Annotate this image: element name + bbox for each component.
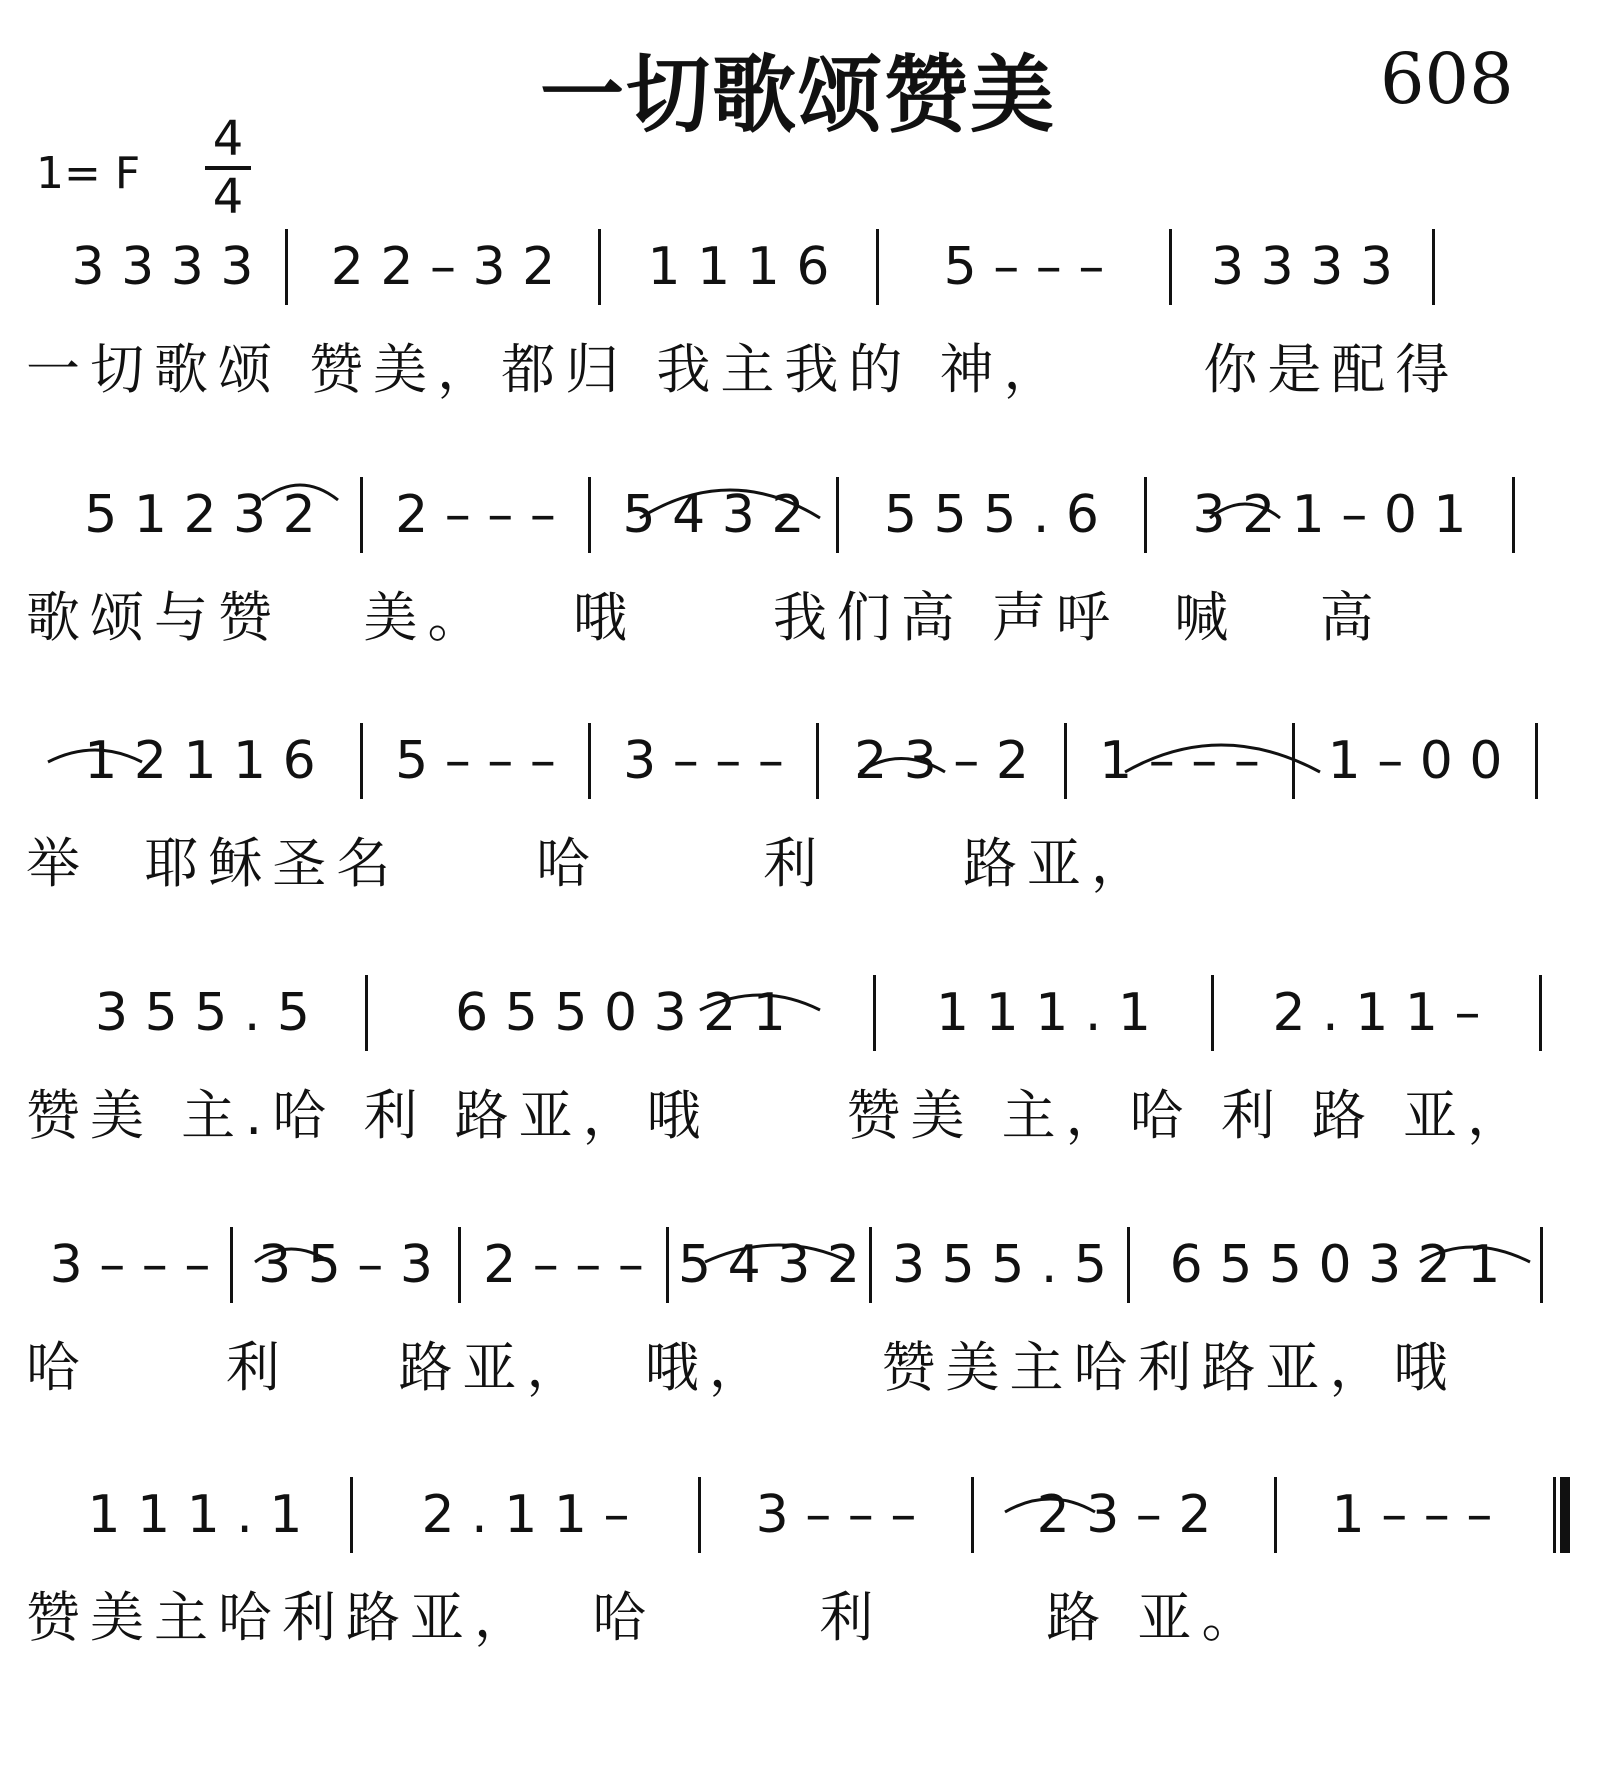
measure: 3 – – – (623, 731, 784, 791)
lyrics-line: 举 耶稣圣名 哈 利 路亚， (26, 832, 1155, 895)
bar-line (1540, 1227, 1543, 1303)
time-signature-numerator: 4 (205, 112, 251, 170)
measure: 3 – – – (755, 1485, 917, 1545)
final-bar-line-thin (1553, 1477, 1556, 1553)
lyrics-line: 一切歌颂 赞美，都归 我主我的 神， 你是配得 (26, 338, 1460, 401)
measure: 3 2 1 – 0 1 (1192, 485, 1467, 545)
bar-line (1432, 229, 1435, 305)
measure: 5 – – – (943, 237, 1105, 297)
measure: 5 1 2 3 2 (84, 485, 316, 545)
measure: 2 – – – (483, 1235, 644, 1295)
measure: 5 4 3 2 (678, 1235, 860, 1295)
bar-line (1539, 975, 1542, 1051)
measure: 2 3 – 2 (854, 731, 1029, 791)
time-signature (205, 112, 251, 224)
measure: 3 3 3 3 (1211, 237, 1393, 297)
measure: 1 – – – (1331, 1485, 1493, 1545)
measure: 2 . 1 1 – (1272, 983, 1481, 1043)
measure: 5 4 3 2 (622, 485, 805, 545)
time-signature-denominator: 4 (212, 169, 244, 225)
measure: 3 – – – (49, 1235, 211, 1295)
measure: 2 3 – 2 (1036, 1485, 1212, 1545)
lyrics-line: 赞美主哈利路亚， 哈 利 路 亚。 (26, 1586, 1266, 1649)
lyrics-line: 赞美 主.哈 利 路亚，哦 赞美 主，哈 利 路 亚， (26, 1084, 1532, 1147)
measure: 6 5 5 0 3 2 1 (1169, 1235, 1501, 1295)
measure: 2 – – – (395, 485, 556, 545)
measure: 1 – 0 0 (1327, 731, 1503, 791)
measure: 1 1 1 6 (647, 237, 830, 297)
measure: 6 5 5 0 3 2 1 (455, 983, 786, 1043)
measure: 1 1 1 . 1 (87, 1485, 303, 1545)
measure: 3 5 5 . 5 (892, 1235, 1107, 1295)
hymn-number: 608 (1380, 38, 1514, 120)
measure: 2 2 – 3 2 (330, 237, 556, 297)
measure: 3 3 3 3 (71, 237, 254, 297)
measure: 1 1 1 . 1 (936, 983, 1151, 1043)
measure: 1 – – – (1099, 731, 1260, 791)
measure: 3 5 5 . 5 (95, 983, 310, 1043)
lyrics-line: 歌颂与赞 美。 哦 我们高 声呼 喊 高 (26, 586, 1384, 649)
measure: 5 – – – (395, 731, 556, 791)
measure: 5 5 5 . 6 (884, 485, 1099, 545)
hymn-title: 一切歌颂赞美 (540, 46, 1057, 144)
final-bar-line-thick (1560, 1477, 1570, 1553)
lyrics-line: 哈 利 路亚， 哦， 赞美主哈利路亚，哦 (26, 1336, 1458, 1399)
bar-line (1512, 477, 1515, 553)
measure: 2 . 1 1 – (421, 1485, 630, 1545)
key-signature: 1= F (36, 148, 141, 199)
measure: 3 5 – 3 (258, 1235, 433, 1295)
bar-line (1535, 723, 1538, 799)
measure: 1 2 1 1 6 (84, 731, 316, 791)
